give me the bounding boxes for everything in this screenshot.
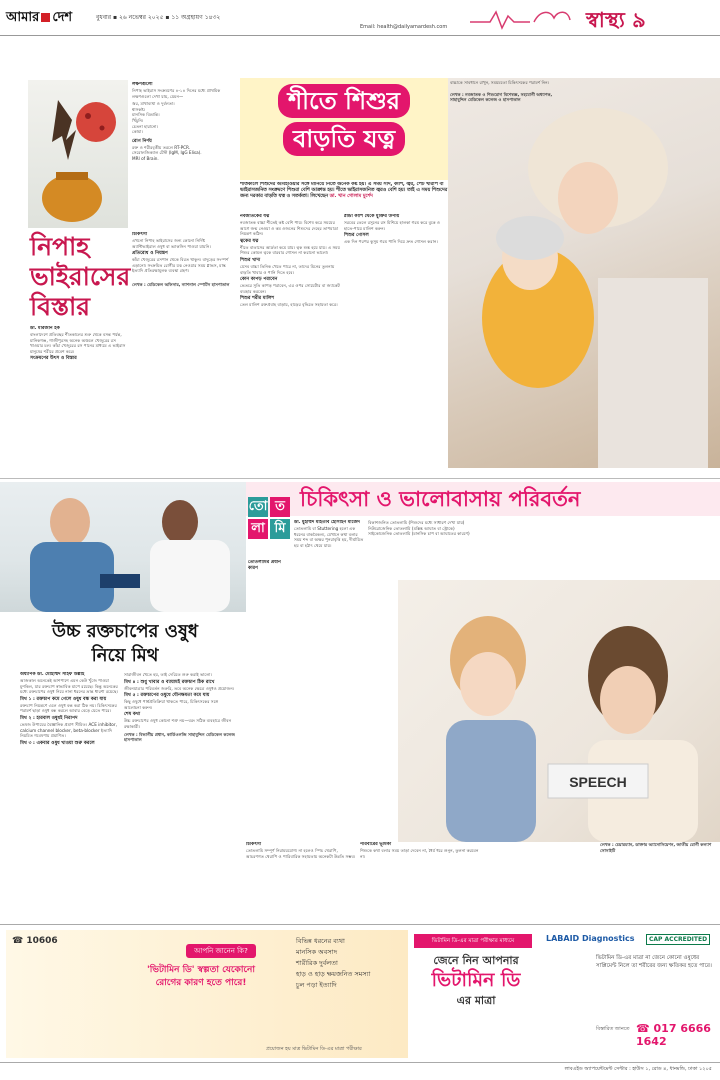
stutter-treatment: চিকিৎসা তোতলামি সম্পূর্ণ নিরাময়যোগ্য না হলেও স্পিচ থেরাপি, আচরণগত থেরাপি ও পারিবারিক সহায়তায় অনেকটা উন্নতি সম্ভব।: [246, 842, 356, 859]
stutter-author-note: লেখক : চেয়ারম্যান, ডাক্তার অ্যাসোসিয়েশন, জাতীয় রোগী কল্যাণ সোসাইটি: [600, 842, 712, 853]
ad-item: চুল পড়া ইত্যাদি: [296, 981, 337, 989]
labaid-side-text: ভিটামিন ডি-এর মাত্রা না জেনে কোনো ওষুধের সাপ্লিমেন্ট নিলে তা শরীরের জন্য ক্ষতিকর হতে পারে।: [596, 955, 712, 969]
ad-footer: প্রয়োজন হয় মাত্র ভিটামিন ডি-এর মাত্রা পরীক্ষার: [266, 1046, 362, 1052]
labaid-ad: [410, 930, 716, 1058]
blood-pressure-photo: [0, 482, 246, 612]
stutter-author: ডা. মুহাম্মদ মাহতাব হোসাইন মাজেদ: [294, 520, 360, 525]
labaid-headline-2: ভিটামিন ডি: [431, 969, 521, 991]
nipah-treatment: চিকিৎসা এখনো নিপাহ ভাইরাসের জন্য কোনো নির্দিষ্ট অ্যান্টিভাইরাল ওষুধ বা ভ্যাকসিন পাওয়া যায়নি। প্রতিরোধ ও নিয়ন্ত্রণ কাঁচা খেজুরের রসপান থেকে বিরত থাকুন। বাদুড়ের সংস্পর্শ এড়ানো। সংক্রমিত রোগীর যত্ন নেওয়ার সময় গ্লাভস, মাস্ক ইত্যাদি প্রতিরক্ষামূলক ব্যবস্থা গ্রহণ। লেখক : মেডিকেল অফিসার, ন্যাশনাল স্পোর্টস হাসপাতাল: [132, 232, 230, 287]
ad-phone: ☎ 10606: [12, 936, 58, 946]
labaid-headline-3: এর মাত্রা: [456, 994, 496, 1007]
winter-lead: শীতকালে শিশুদের আবহাওয়ার সঙ্গে মানিয়ে নিতে অনেক কষ্ট হয়। এ সময় সর্দি, কাশি, জ্বর, পেট খারাপ বা ভাইরাসজনিত সংক্রমণে শিশুরা বেশি আক্রান্ত হয়। শীতে ভাইরাসজনিত জ্বরও বেশি হয়। তাই এ সময় শিশুদের জন্য দরকার বাড়তি যত্ন ও সতর্কতা। লিখেছেন ডা. খান গোলাম মুর্শেদ: [240, 182, 448, 200]
labaid-top: ভিটামিন ডি-এর মাত্রা পরীক্ষার মাধ্যমে: [414, 934, 532, 948]
winter-col-2: ঠান্ডা কাশি থেকে মুক্তির উপায় সরবের তেলে রসুনের রস মিশিয়ে হালকা গরম করে বুকে ও হাতে-পায়ে মালিশ করুন। শিশুর গোসল এক দিন পরপর কুসুম গরম পানি দিয়ে দ্রুত গোসল করান।: [344, 214, 440, 245]
ad-item-list: [296, 936, 406, 991]
section-title: স্বাস্থ্য ৯: [586, 8, 646, 32]
stutter-support: পরিবারের ভূমিকা শিশুকে কথা বলার সময় তাড়া দেবেন না, ধৈর্য ধরে শুনুন, তুলনা করবেন না।: [360, 842, 479, 859]
nipah-body: ডা. মারজান হক বাংলাদেশে প্রতিবছর শীতকালের শুরু থেকে বসন্ত পর্যন্ত, মানিকগঞ্জ, গাজীপুরসহ অনেক অঞ্চলে খেজুরের রস খাওয়ার চল। কাঁচা খেজুরের রস পানের মাধ্যমে এ ভাইরাস মানুষের শরীরে প্রবেশ করে। সংক্রমণের উৎস ও বিস্তার: [30, 326, 128, 476]
dateline: বুধবার ▪ ২৬ নভেম্বর ২০২৫ ▪ ১১ অগ্রহায়ণ ১৪৩২: [96, 14, 221, 21]
diagnosis-item: MRI of Brain.: [132, 155, 159, 161]
nipah-headline: নিপাহ ভাইরাসের বিস্তার: [30, 232, 131, 321]
symptom-item: শ্বাসকষ্ট।: [132, 106, 146, 112]
bp-col-1: অধ্যাপক ডা. মোহাম্মদ সাইফ উল্লাহ আজকাল অনেকেই আশপাশে এমন কেউ খুঁজে পাওয়া মুশকিল, যার রক্তচাপ স্বাভাবিক মাপে রয়েছে। কিন্তু অনেকের মধ্যে রক্তচাপের ওষুধ নিয়ে নানা ধরনের ভ্রান্ত ধারণা রয়েছে। মিথ ১ : রক্তচাপ কমে গেলে ওষুধ বন্ধ করা যায় রক্তচাপ নিয়ন্ত্রণে এলে ওষুধ বন্ধ করা ঠিক নয়। চিকিৎসকের পরামর্শ ছাড়া ওষুধ বন্ধ করলে আবার বেড়ে যেতে পারে। মিথ ২ : হারবাল ওষুধই নিরাপদ ভেষজ উপায়ের বৈজ্ঞানিক প্রমাণ সীমিত। ACE inhibitor, calcium channel blocker, beta-blocker ইত্যাদি নিয়মিত গবেষণায় প্রমাণিত। মিথ ৩ : একবার ওষুধ খাওয়া শুরু করলে: [20, 672, 118, 746]
bp-headline: উচ্চ রক্তচাপের ওষুধ নিয়ে মিথ: [52, 621, 198, 666]
ad-question: আপনি জানেন কি?: [186, 944, 256, 958]
therapist-child-illustration: [398, 580, 720, 842]
ad-item: হাড় ও হাড় ক্ষয়জনিত সমস্যা: [296, 970, 371, 978]
speech-therapy-photo: [398, 580, 720, 842]
symptom-item: মানসিক বিভ্রান্তি।: [132, 112, 160, 118]
ad-item: মানসিক অবসাদ: [296, 948, 337, 956]
bp-author: অধ্যাপক ডা. মোহাম্মদ সাইফ উল্লাহ: [20, 672, 85, 677]
brand-logo-mark: [41, 13, 50, 22]
cap-badge: CAP ACCREDITED: [646, 934, 710, 945]
nipah-author-note: লেখক : মেডিকেল অফিসার, ন্যাশনাল স্পোর্টস হাসপাতাল: [132, 281, 230, 287]
heartbeat-icon: [470, 6, 580, 32]
labaid-logo: LABAID Diagnostics: [546, 934, 635, 943]
email-address: Email: health@dailyamardesh.com: [360, 24, 448, 30]
symptom-item: খিঁচুনি।: [132, 117, 144, 123]
bp-col-2: সারাজীবন খেতে হয়, তাই দেরিতে শুরু করাই ভালো। মিথ ৪ : শুধু খাবার ও ব্যায়ামই রক্তচাপ ঠিক রাখে জীবনযাত্রার পরিবর্তন জরুরি, তবে অনেক ক্ষেত্রে ওষুধও প্রয়োজন। মিথ ৫ : রক্তচাপের ওষুধে যৌনক্ষমতা কমে যায় কিছু ওষুধে পার্শ্বপ্রতিক্রিয়া থাকতে পারে, চিকিৎসকের সঙ্গে আলোচনা করুন। শেষ কথা উচ্চ রক্তচাপের ওষুধ কোনো শত্রু নয়—বরং সঠিক ব্যবহারে জীবন রক্ষাকারী। লেখক : বিভাগীয় প্রধান, কার্ডিওলজি সাহাবুদ্দিন মেডিকেল কলেজ হাসপাতাল: [124, 672, 236, 743]
diagnosis-item: রক্ত ও শরীরবৃত্তীয় তরলে RT-PCR.: [132, 144, 191, 150]
labaid-contact-label: বিস্তারিত জানতে: [596, 1026, 630, 1032]
stutter-col-1: ডা. মুহাম্মদ মাহতাব হোসাইন মাজেদ তোতলামি বা Stuttering হলো এক ধরনের বাকবৈকল্য, যেখানে কথা বলার সময় শব্দ বা অক্ষর পুনরাবৃত্তি হয়, দীর্ঘায়িত হয় বা হঠাৎ থেমে যায়।: [294, 520, 364, 548]
stutter-type-item: সাইকোজেনিক তোতলামি (মানসিক চাপ বা আঘাতের কারণে): [368, 531, 470, 537]
ad-headline: 'ভিটামিন ডি' স্বল্পতা যেকোনো রোগের কারণ হতে পারে!: [146, 965, 256, 988]
bp-author-note: লেখক : বিভাগীয় প্রধান, কার্ডিওলজি সাহাবুদ্দিন মেডিকেল কলেজ হাসপাতাল: [124, 731, 236, 743]
nipah-symptoms: লক্ষণগুলো নিপাহ ভাইরাস সংক্রমণের ৪-১৪ দিনের মধ্যে প্রাথমিক লক্ষণগুলো দেখা যায়, যেমন— জ্বর, মাথাব্যথা ও দুর্বলতা। শ্বাসকষ্ট। মানসিক বিভ্রান্তি। খিঁচুনি। চেতনা হারানো। কোমা। রোগ নির্ণয় রক্ত ও শরীরবৃত্তীয় তরলে RT-PCR. সেরোলজিক্যাল টেস্ট (IgM, IgG Elisa). MRI of Brain.: [132, 82, 230, 230]
speech-card-text: SPEECH: [569, 774, 627, 790]
vitamin-d-ad: [6, 930, 408, 1058]
symptom-item: জ্বর, মাথাব্যথা ও দুর্বলতা।: [132, 101, 175, 107]
bat-and-pot-illustration: [28, 80, 128, 228]
stutter-types: [368, 520, 486, 578]
winter-headline: শীতে শিশুর বাড়তি যত্ন: [240, 82, 448, 158]
stutter-headline: চিকিৎসা ও ভালোবাসায় পরিবর্তন: [300, 487, 581, 511]
ad-item: বিভিন্ন ধরনের ব্যথা: [296, 937, 345, 945]
nipah-illustration: [28, 80, 128, 228]
stutter-author-note-box: [600, 842, 716, 922]
section-divider: [0, 478, 720, 479]
stutter-type-item: বিকাশজনিত তোতলামি (শিশুদের মধ্যে সাধারণ দেখা যায়): [368, 520, 465, 525]
nipah-author: ডা. মারজান হক: [30, 326, 60, 331]
page-footer: লাবএইড অ্যাপয়েন্টমেন্ট সেন্টার : হাউস ১, রোড ৪, ধানমন্ডি, ঢাকা ১২০৫: [0, 1062, 720, 1080]
winter-author-note: লেখক : নবজাতক ও শিশুরোগ বিশেষজ্ঞ, সহযোগী অধ্যাপক, সাহাবুদ্দিন মেডিকেল কলেজ ও হাসপাতাল: [450, 91, 553, 103]
diagnosis-item: সেরোলজিক্যাল টেস্ট (IgM, IgG Elisa).: [132, 150, 202, 156]
symptom-item: চেতনা হারানো।: [132, 123, 158, 129]
winter-col-1: নবজাতকের যত্ন নবজাতক বাচ্চা শীতেই কষ্ট বেশি পায়। বিশেষ করে সময়ের আগে জন্ম নেওয়া ও কম ওজনের শিশুদের দেহের তাপমাত্রা নিয়ন্ত্রণ কঠিন। ত্বকের যত্ন শীতে বাতাসের আর্দ্রতা কমে যায়। ত্বক শুষ্ক হয়ে যায়। এ সময় শিশুর কোমল ত্বকে বারবার গোসল না করানো ভালো। শিশুর খাদ্য যেসব বাচ্চা তিনিক খেতে পারে না, তাদের মিনের তুলনায় বাড়তি খাবার ও পানি দিতে হবে। কোন কাপড় পরাবেন ভেতরে সুতি কাপড় পরাবেন, এর ওপর সোয়েটার বা জ্যাকেট ব্যবহার করবেন। শিশুর শরীর মালিশ তেল মালিশ রক্তপ্রবাহ বাড়ায়, হাড়ের বৃদ্ধিতে সহায়তা করে।: [240, 214, 340, 308]
stutter-tag: তো ত লা মি: [248, 497, 290, 551]
newspaper-brand: আমার দেশ: [6, 10, 73, 25]
ad-item: শারীরিক দুর্বলতা: [296, 959, 338, 967]
labaid-headline-1: জেনে নিন আপনার: [433, 954, 519, 967]
labaid-phone: ☎ 017 6666 1642: [636, 1022, 711, 1048]
stutter-col-0: তোতলামির প্রধান কারণ: [248, 560, 281, 571]
symptom-item: কোমা।: [132, 129, 143, 135]
winter-continued: বাচ্চাকে সাবধানে রাখুন, সময়মতো চিকিৎসকের পরামর্শ নিন। লেখক : নবজাতক ও শিশুরোগ বিশেষজ্ঞ, সহযোগী অধ্যাপক, সাহাবুদ্দিন মেডিকেল কলেজ ও হাসপাতাল: [450, 80, 568, 190]
doctor-patient-illustration: [0, 482, 246, 612]
stutter-type-item: নিউরোজেনিক তোতলামি (মস্তিষ্ক আঘাত বা স্ট্রোকে): [368, 525, 455, 531]
